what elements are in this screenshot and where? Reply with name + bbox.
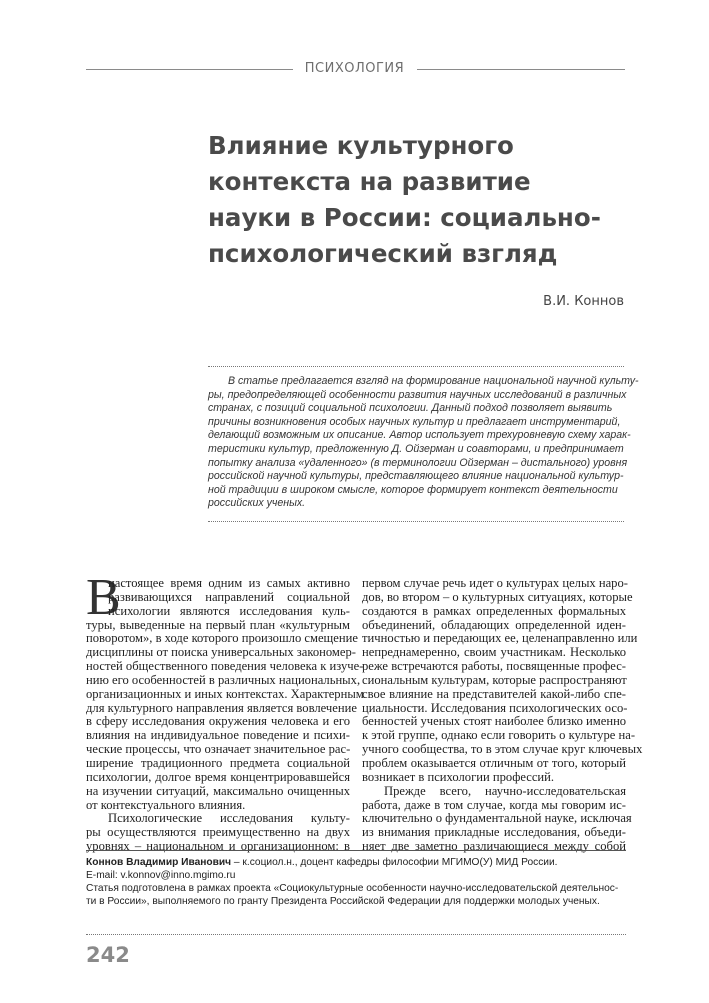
body-line: от контекстуального влияния.: [86, 797, 246, 812]
body-line: на изучении ситуаций, максимально очищенных: [86, 783, 350, 798]
body-line: объединений, обладающих определенной иден-: [362, 617, 626, 632]
footnote-grant: ти в России», выполняемого по гранту Президента Российской Федерации для поддержки молодых ученых.: [86, 896, 600, 907]
body-line: ностей общественного поведения человека к изуче-: [86, 659, 364, 674]
body-line: ры осуществляются преимущественно на двух: [86, 825, 350, 840]
page-number: 242: [86, 943, 130, 967]
title-line: контекста на развитие: [208, 167, 531, 196]
body-line: настоящее время одним из самых активно: [108, 576, 350, 590]
body-line: нию его особенностей в различных национальных,: [86, 672, 361, 687]
body-line: тичностью и передающих ее, целенаправленно или: [362, 631, 638, 646]
article-title: [208, 128, 628, 272]
footnote-author-name: Коннов Владимир Иванович: [86, 857, 232, 868]
abstract-line: ры, предопределяющей особенности развития научных исследований в различных: [208, 388, 627, 401]
body-line: свое влияние на представителей какой-либо спе-: [362, 686, 626, 701]
body-line: возникает в психологии профессий.: [362, 769, 555, 784]
body-line: Психологические исследования культу-: [108, 811, 350, 826]
body-line: непреднамеренно, своим участникам. Несколько: [362, 645, 626, 660]
body-column-left: [86, 569, 364, 854]
abstract-line: теристики культур, предложенную Д. Ойзерман и соавторами, и предпринимает: [208, 442, 624, 455]
body-line: в сферу исследования окружения человека и его: [86, 714, 350, 729]
abstract-line: российской научной культуры, представляющего влияние национальной культур-: [208, 470, 624, 483]
abstract-line: делающий возможным их описание. Автор использует трехуровневую схему харак-: [208, 429, 631, 442]
abstract-line: попытку анализа «удаленного» (в терминологии Ойзерман – дистального) уровня: [208, 456, 628, 469]
body-line: работа, даже в том случае, когда мы говорим ис-: [362, 797, 626, 812]
body-line: развивающихся направлений социальной: [108, 589, 350, 604]
body-line: бенностей ученых стоят наиболее близко именно: [362, 714, 627, 729]
body-line: уровнях – национальном и организационном: в: [86, 839, 350, 854]
abstract-line: странах, с позиций социальной психологии. Данный подход позволяет выявить: [208, 402, 613, 415]
article-author: В.И. Коннов: [543, 294, 624, 309]
abstract-line: причины возникновения особых научных культур и предлагает инструментарий,: [208, 415, 621, 428]
body-line: к этой группе, однако если говорить о культуре на-: [362, 728, 636, 743]
body-line: туры, выведенные на первый план «культурным: [86, 617, 350, 632]
footnote-email: E-mail: v.konnov@inno.mgimo.ru: [86, 870, 236, 881]
title-line: Влияние культурного: [208, 131, 514, 160]
abstract-top-divider: [208, 366, 624, 367]
body-line: психологии, долгое время концентрировавшейся: [86, 769, 350, 784]
body-line: Прежде всего, научно-исследовательская: [384, 783, 626, 798]
body-line: психологии являются исследования куль-: [108, 603, 350, 618]
body-line: сиональным культурам, которые распространяют: [362, 672, 627, 687]
title-line: психологический взгляд: [208, 239, 558, 268]
footer-divider: [86, 934, 626, 935]
body-line: первом случае речь идет о культурах целых наро-: [362, 576, 628, 590]
header-rule-right: [417, 69, 625, 70]
abstract: [208, 375, 639, 511]
body-line: ческие процессы, что означает значительное рас-: [86, 742, 351, 757]
footnote-author-info: – к.социол.н., доцент кафедры философии МГИМО(У) МИД России.: [231, 857, 558, 868]
abstract-line: В статье предлагается взгляд на формирование национальной научной культу-: [228, 375, 639, 387]
footnote-grant: Статья подготовлена в рамках проекта «Социокультурные особенности научно-исследовательской деятельнос-: [86, 883, 619, 894]
title-line: науки в России: социально-: [208, 203, 601, 232]
body-line: няет две заметно различающиеся между собой: [362, 839, 626, 854]
body-line: поворотом», в ходе которого произошло смещение: [86, 631, 358, 646]
section-label: ПСИХОЛОГИЯ: [304, 61, 405, 76]
body-line: дисциплины от поиска универсальных закономер-: [86, 645, 356, 660]
body-line: проблем оказывается отличным от того, который: [362, 755, 626, 770]
footnote-rule: [86, 850, 626, 851]
body-line: организационных и иных контекстах. Характерным: [86, 686, 364, 701]
footnote-author-line: [86, 856, 626, 869]
body-line: реже встречаются работы, посвященные профес-: [362, 659, 626, 674]
body-line: ключительно о фундаментальной науке, исключая: [362, 811, 632, 826]
abstract-bottom-divider: [208, 521, 624, 522]
footnote: [86, 856, 626, 908]
drop-cap: В: [86, 569, 121, 626]
body-line: создаются в рамках определенных формальных: [362, 603, 626, 618]
abstract-line: российских ученых.: [208, 497, 306, 510]
abstract-line: ной традиции в широком смысле, которое формирует контекст деятельности: [208, 483, 618, 496]
body-line: дов, во втором – о культурных ситуациях, которые: [362, 589, 633, 604]
body-line: циальности. Исследования психологических осо-: [362, 700, 628, 715]
body-line: ширение традиционного предмета социальной: [86, 755, 350, 770]
body-line: для культурного направления является вовлечение: [86, 700, 357, 715]
body-column-right: [362, 576, 643, 854]
body-line: учного сообщества, то в этом случае круг ключевых: [362, 742, 643, 757]
body-line: из внимания прикладные исследования, объеди-: [362, 825, 626, 840]
body-line: влияния на индивидуальное поведение и психи-: [86, 728, 350, 743]
